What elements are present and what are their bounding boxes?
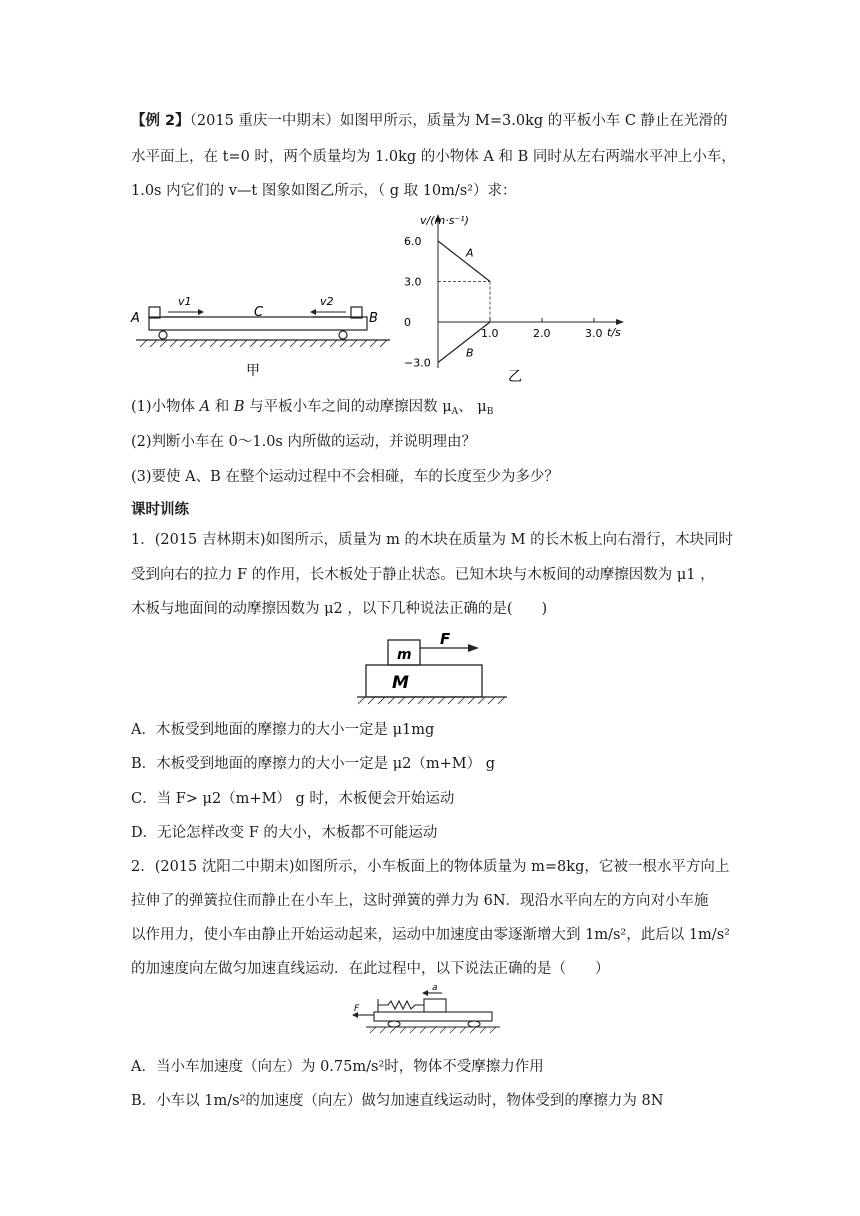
example2-line3: 1.0s 内它们的 v—t 图象如图乙所示，（ g 取 10m/s²）求： — [131, 183, 517, 199]
p2-line2: 拉伸了的弹簧拉住而静止在小车上，这时弹簧的弹力为 6N．现沿水平向左的方向对小车施 — [131, 893, 709, 909]
label-c: C — [254, 305, 264, 320]
figure-p1 — [352, 630, 512, 705]
x-tick-label: 2.0 — [533, 327, 551, 340]
label-b: B — [369, 311, 378, 326]
label-f: F — [440, 630, 451, 648]
accel-arrowhead — [422, 990, 428, 996]
x-axis-arrowhead — [616, 319, 624, 325]
y-tick-label: 6.0 — [404, 235, 422, 248]
y-tick-label: −3.0 — [404, 356, 431, 370]
block-b — [351, 307, 362, 318]
caption-jia: 甲 — [246, 363, 260, 379]
example2-line2: 水平面上，在 t=0 时，两个质量均为 1.0kg 的小物体 A 和 B 同时从左右两端水平冲上小车， — [131, 149, 736, 165]
p1-option-a: A．木板受到地面的摩擦力的大小一定是 μ1mg — [131, 722, 435, 738]
figure-yi-chart — [400, 208, 635, 388]
question-2: (2)判断小车在 0～1.0s 内所做的运动，并说明理由？ — [131, 434, 476, 450]
y-tick-label: 0 — [404, 316, 411, 329]
series-line-a — [438, 241, 490, 282]
label-f: F — [354, 1004, 360, 1014]
section-title: 课时训练 — [131, 502, 189, 518]
label-M: M — [392, 673, 409, 693]
label-a: A — [131, 311, 140, 326]
wheel-left — [159, 331, 167, 339]
p1-option-b: B．木板受到地面的摩擦力的大小一定是 μ2（m+M） g — [131, 756, 496, 772]
series-label-a: A — [466, 246, 474, 260]
p1-line2: 受到向右的拉力 F 的作用，长木板处于静止状态。已知木块与木板间的动摩擦因数为 μ1 ， — [131, 567, 715, 583]
force-arrowhead — [468, 644, 479, 652]
p2-line1: 2．(2015 沈阳二中期末)如图所示，小车板面上的物体质量为 m=8kg，它被一根水平方向上 — [131, 859, 730, 875]
cart — [374, 1012, 492, 1021]
question-3: (3)要使 A、B 在整个运动过程中不会相碰，车的长度至少为多少？ — [131, 469, 559, 485]
p1-option-c: C．当 F> μ2（m+M） g 时，木板便会开始运动 — [131, 791, 455, 807]
example2-text1: （2015 重庆一中期末）如图甲所示，质量为 M=3.0kg 的平板小车 C 静止在光滑的 — [189, 113, 728, 129]
v2-arrowhead — [310, 309, 316, 315]
board-M — [366, 665, 482, 697]
p1-line1: 1．(2015 吉林期末)如图所示，质量为 m 的木块在质量为 M 的长木板上向右滑行，木块同时 — [131, 532, 734, 548]
x-tick-label: 3.0 — [585, 327, 603, 340]
v1-arrowhead — [198, 309, 204, 315]
x-axis-label: t/s — [607, 326, 621, 339]
p2-option-b: B．小车以 1m/s²的加速度（向左）做匀加速直线运动时，物体受到的摩擦力为 8N — [131, 1093, 664, 1109]
object — [424, 999, 446, 1012]
label-v1: v1 — [178, 295, 192, 308]
p1-option-d: D．无论怎样改变 F 的大小，木板都不可能运动 — [131, 825, 438, 841]
y-axis-label: v/(m·s⁻¹) — [420, 214, 469, 227]
wheel-left — [388, 1021, 400, 1027]
series-line-b — [438, 322, 490, 363]
example2-line1 — [131, 111, 728, 131]
example-label: 【例 2】 — [131, 113, 190, 129]
y-tick-label: 3.0 — [404, 275, 422, 289]
question-1: (1)小物体 A 和 B 与平板小车之间的动摩擦因数 $\mu_A$、 $\mu_B$ — [131, 399, 494, 417]
label-a: a — [432, 985, 438, 993]
spring — [378, 1001, 424, 1009]
p2-option-a: A．当小车加速度（向左）为 0.75m/s²时，物体不受摩擦力作用 — [131, 1059, 544, 1075]
wheel-right — [339, 331, 347, 339]
label-m: m — [397, 647, 412, 663]
x-tick-label: 1.0 — [481, 327, 499, 340]
figure-jia — [128, 290, 393, 385]
p1-line3: 木板与地面间的动摩擦因数为 μ2 ，以下几种说法正确的是( ) — [131, 601, 548, 617]
block-a — [149, 307, 160, 318]
figure-p2 — [348, 985, 503, 1040]
wheel-right — [468, 1021, 480, 1027]
label-v2: v2 — [320, 295, 334, 308]
p2-line4: 的加速度向左做匀加速直线运动．在此过程中，以下说法正确的是（ ） — [131, 961, 610, 977]
p2-line3: 以作用力，使小车由静止开始运动起来，运动中加速度由零逐渐增大到 1m/s²，此后以 1m/s² — [131, 927, 730, 943]
series-label-b: B — [466, 346, 474, 360]
caption-yi: 乙 — [508, 369, 522, 385]
